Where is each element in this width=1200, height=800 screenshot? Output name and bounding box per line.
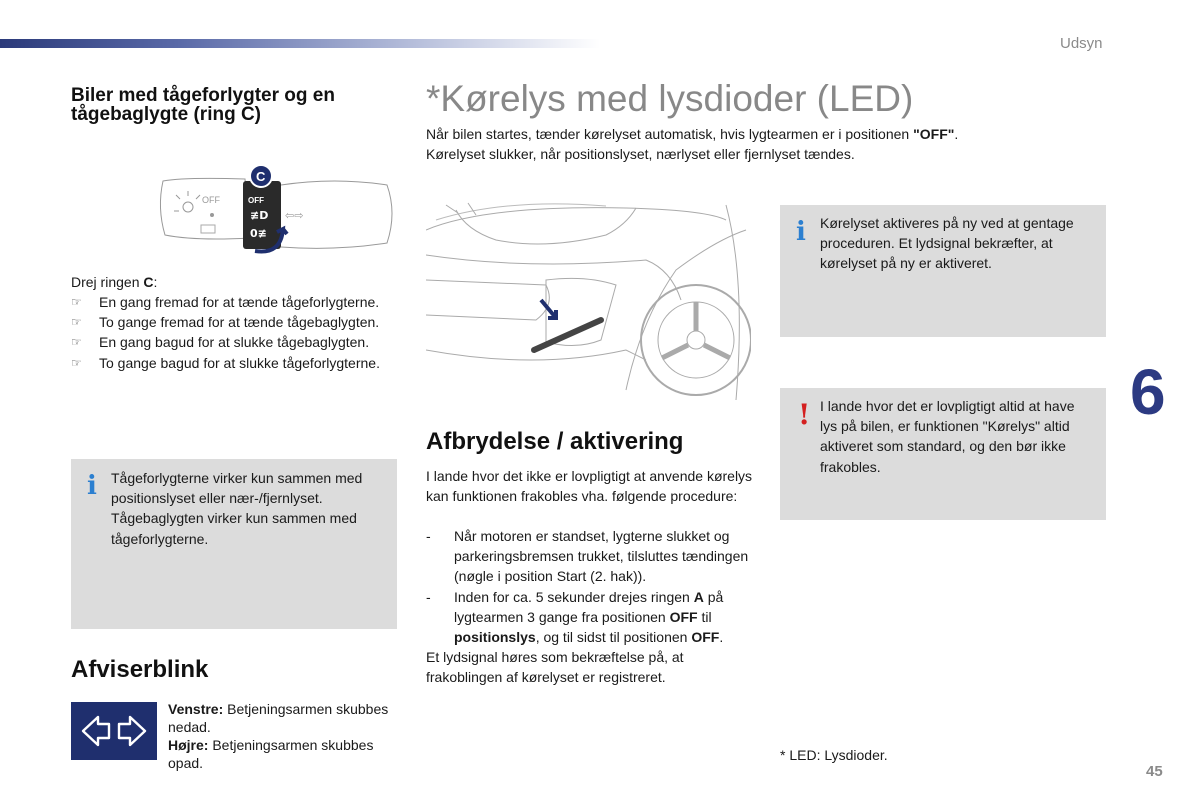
fog-bullet-list bbox=[71, 292, 401, 373]
turn-signal-heading: Afviserblink bbox=[71, 656, 209, 683]
deactivation-heading: Afbrydelse / aktivering bbox=[426, 428, 684, 455]
step-text: til bbox=[697, 608, 712, 625]
right-text: Betjeningsarmen skubbes opad. bbox=[168, 737, 374, 771]
left-label: Venstre: bbox=[168, 701, 224, 717]
led-intro-text: Når bilen startes, tænder kørelyset automatisk, hvis lygtearmen er i positionen bbox=[426, 126, 914, 142]
ring-off-text: OFF bbox=[248, 196, 264, 205]
step-text: . bbox=[719, 629, 724, 646]
car-front-led-figure bbox=[426, 200, 751, 415]
pointing-hand-icon: ☞ bbox=[71, 335, 82, 350]
fog-info-note bbox=[71, 459, 397, 629]
fog-light-stalk-figure bbox=[155, 163, 400, 265]
list-item-text: To gange fremad for at tænde tågebaglygten. bbox=[99, 314, 380, 331]
section-label: Udsyn bbox=[1060, 35, 1103, 52]
reactivation-info-note bbox=[780, 205, 1106, 337]
step-text: Inden for ca. 5 sekunder drejes ringen bbox=[454, 588, 694, 605]
warning-text: I lande hvor det er lovpligtigt altid at have lys på bilen, er funktionen "Kørelys" altid aktiveret som standard, og den bør ikke frakobles. bbox=[820, 398, 1075, 475]
step-text: på lygtearmen 3 gange fra positionen bbox=[454, 588, 724, 625]
list-item bbox=[71, 292, 401, 312]
step-off: OFF bbox=[691, 629, 720, 646]
stalk-off-text: OFF bbox=[202, 195, 220, 205]
turn-signal-arrows-icon bbox=[71, 702, 157, 760]
dash-marker: - bbox=[426, 588, 431, 605]
reactivation-info-text: Kørelyset aktiveres på ny ved at gentage proceduren. Et lydsignal bekræfter, at kørelyset på ny er aktiveret. bbox=[820, 215, 1074, 272]
led-intro-2: Kørelyset slukker, når positionslyset, nærlyset eller fjernlyset tændes. bbox=[426, 146, 855, 162]
led-intro-1 bbox=[426, 124, 1066, 144]
list-item bbox=[71, 353, 401, 373]
led-title: *Kørelys med lysdioder (LED) bbox=[426, 78, 914, 119]
list-item-text: En gang bagud for at slukke tågebaglygten. bbox=[99, 334, 370, 351]
header-accent-bar bbox=[0, 39, 600, 48]
svg-text:⇦⇨: ⇦⇨ bbox=[285, 209, 304, 222]
pointing-hand-icon: ☞ bbox=[71, 315, 82, 330]
turn-signal-right bbox=[168, 736, 403, 772]
svg-text:≢D: ≢D bbox=[250, 209, 269, 222]
ring-c-badge: C bbox=[256, 169, 266, 184]
info-icon: i bbox=[796, 217, 806, 247]
step-position: positionslys bbox=[454, 629, 536, 646]
step-ring: A bbox=[693, 588, 704, 605]
fog-section-heading: Biler med tågeforlygter og en tågebaglygte (ring C) bbox=[71, 85, 335, 125]
list-item-text: En gang fremad for at tænde tågeforlygterne. bbox=[99, 294, 380, 310]
step-off: OFF bbox=[669, 608, 698, 625]
list-item bbox=[426, 526, 756, 587]
left-right-arrows-icon bbox=[71, 702, 157, 760]
chapter-number: 6 bbox=[1130, 356, 1166, 428]
list-item bbox=[71, 332, 401, 352]
fog-intro-suffix: : bbox=[153, 274, 158, 290]
led-intro-end: . bbox=[954, 126, 959, 142]
list-item bbox=[71, 312, 401, 332]
step-text: Når motoren er standset, lygterne slukket og parkeringsbremsen trukket, tilsluttes tændingen (nøgle i position Start (2. hak)). bbox=[454, 528, 749, 585]
dash-marker: - bbox=[426, 528, 431, 544]
svg-text:0≢: 0≢ bbox=[250, 227, 267, 240]
info-icon: i bbox=[87, 471, 97, 501]
pointing-hand-icon: ☞ bbox=[71, 355, 82, 370]
fog-intro-prefix: Drej ringen bbox=[71, 274, 144, 290]
led-footnote: * LED: Lysdioder. bbox=[780, 747, 888, 763]
fog-intro bbox=[71, 272, 401, 292]
fog-intro-ring: C bbox=[143, 274, 154, 290]
step-text: , og til sidst til positionen bbox=[535, 629, 692, 646]
right-label: Højre: bbox=[168, 737, 209, 753]
deactivation-intro: I lande hvor det ikke er lovpligtigt at anvende kørelys kan funktionen frakobles vha. følgende procedure: bbox=[426, 468, 753, 505]
page-number: 45 bbox=[1146, 763, 1163, 780]
left-text: Betjeningsarmen skubbes nedad. bbox=[168, 701, 389, 735]
pointing-hand-icon: ☞ bbox=[71, 295, 82, 309]
list-item bbox=[426, 587, 756, 648]
fog-info-text: Tågeforlygterne virker kun sammen med positionslyset eller nær-/fjernlyset. Tågebaglygten virker kun sammen med tågeforlygterne. bbox=[111, 470, 363, 547]
warning-note bbox=[780, 388, 1106, 520]
deactivation-steps bbox=[426, 526, 756, 647]
warning-exclamation-icon: ! bbox=[798, 398, 811, 431]
turn-signal-left bbox=[168, 700, 403, 736]
list-item-text: To gange bagud for at slukke tågeforlygterne. bbox=[99, 354, 380, 371]
deactivation-outro: Et lydsignal høres som bekræftelse på, at frakoblingen af kørelyset er registreret. bbox=[426, 649, 684, 686]
led-intro-off: "OFF" bbox=[913, 126, 955, 142]
